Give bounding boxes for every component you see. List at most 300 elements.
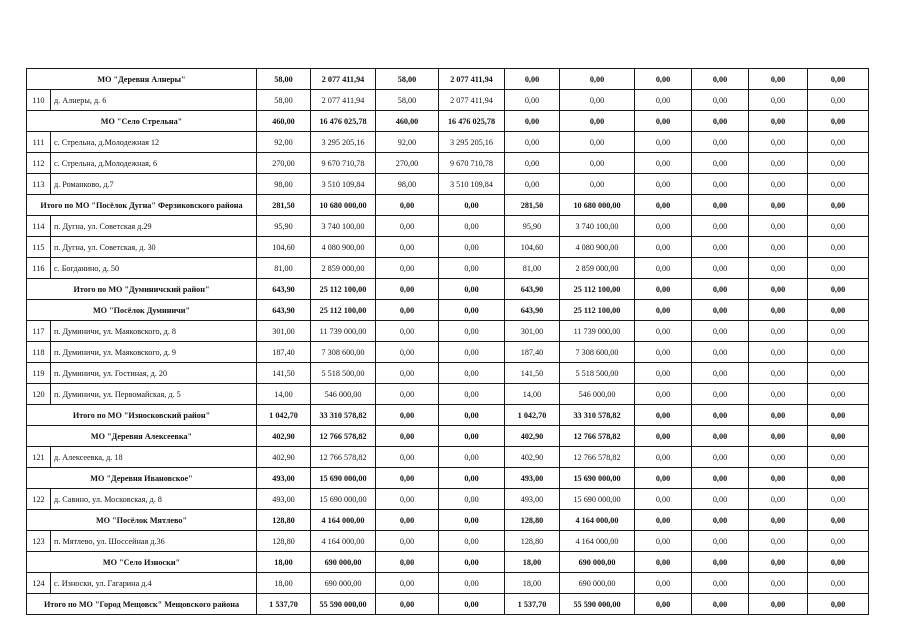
data-table	[26, 68, 869, 615]
value-cell: 0,00	[749, 447, 808, 468]
value-cell: 0,00	[692, 363, 749, 384]
address-cell: д. Савино, ул. Московская, д. 8	[51, 489, 257, 510]
group-row	[27, 111, 869, 132]
value-cell: 0,00	[692, 468, 749, 489]
table-row	[27, 132, 869, 153]
value-cell: 187,40	[505, 342, 560, 363]
address-cell: п. Думиничи, ул. Маяковского, д. 9	[51, 342, 257, 363]
table-row	[27, 447, 869, 468]
value-cell: 0,00	[749, 111, 808, 132]
value-cell: 3 510 109,84	[311, 174, 376, 195]
row-number: 117	[27, 321, 51, 342]
value-cell: 0,00	[749, 594, 808, 615]
value-cell: 0,00	[376, 573, 439, 594]
group-row	[27, 552, 869, 573]
value-cell: 0,00	[439, 447, 505, 468]
value-cell: 0,00	[635, 321, 692, 342]
value-cell: 0,00	[635, 111, 692, 132]
address-cell: д. Романково, д.7	[51, 174, 257, 195]
value-cell: 0,00	[439, 363, 505, 384]
group-label: МО "Деревня Алексеевка"	[27, 426, 257, 447]
value-cell: 0,00	[635, 552, 692, 573]
value-cell: 281,50	[505, 195, 560, 216]
row-number: 121	[27, 447, 51, 468]
table-row	[27, 573, 869, 594]
value-cell: 493,00	[505, 489, 560, 510]
value-cell: 0,00	[505, 132, 560, 153]
value-cell: 0,00	[635, 132, 692, 153]
value-cell: 0,00	[692, 342, 749, 363]
value-cell: 2 859 000,00	[560, 258, 635, 279]
value-cell: 0,00	[692, 300, 749, 321]
value-cell: 0,00	[749, 552, 808, 573]
value-cell: 55 590 000,00	[560, 594, 635, 615]
value-cell: 10 680 000,00	[311, 195, 376, 216]
value-cell: 4 080 900,00	[311, 237, 376, 258]
value-cell: 0,00	[560, 90, 635, 111]
value-cell: 0,00	[692, 384, 749, 405]
value-cell: 0,00	[749, 216, 808, 237]
value-cell: 2 077 411,94	[311, 69, 376, 90]
value-cell: 0,00	[560, 69, 635, 90]
value-cell: 270,00	[257, 153, 311, 174]
value-cell: 0,00	[692, 405, 749, 426]
address-cell: п. Думиничи, ул. Маяковского, д. 8	[51, 321, 257, 342]
value-cell: 3 740 100,00	[560, 216, 635, 237]
row-number: 110	[27, 90, 51, 111]
table-body	[27, 69, 869, 615]
value-cell: 0,00	[635, 384, 692, 405]
value-cell: 0,00	[376, 426, 439, 447]
value-cell: 0,00	[505, 90, 560, 111]
value-cell: 25 112 100,00	[311, 279, 376, 300]
value-cell: 546 000,00	[560, 384, 635, 405]
value-cell: 0,00	[692, 132, 749, 153]
address-cell: п. Дугна, ул. Советская д.29	[51, 216, 257, 237]
group-row	[27, 510, 869, 531]
value-cell: 0,00	[439, 321, 505, 342]
value-cell: 81,00	[257, 258, 311, 279]
value-cell: 0,00	[439, 195, 505, 216]
value-cell: 0,00	[692, 279, 749, 300]
value-cell: 0,00	[635, 90, 692, 111]
value-cell: 10 680 000,00	[560, 195, 635, 216]
value-cell: 0,00	[439, 552, 505, 573]
value-cell: 0,00	[808, 279, 869, 300]
value-cell: 0,00	[808, 594, 869, 615]
value-cell: 0,00	[635, 510, 692, 531]
value-cell: 690 000,00	[560, 573, 635, 594]
value-cell: 402,90	[505, 426, 560, 447]
value-cell: 3 295 205,16	[311, 132, 376, 153]
value-cell: 0,00	[439, 594, 505, 615]
address-cell: с. Стрельна, д.Молодежная, 6	[51, 153, 257, 174]
value-cell: 0,00	[376, 321, 439, 342]
value-cell: 58,00	[257, 90, 311, 111]
value-cell: 0,00	[808, 510, 869, 531]
value-cell: 0,00	[439, 216, 505, 237]
value-cell: 98,00	[376, 174, 439, 195]
value-cell: 4 164 000,00	[560, 531, 635, 552]
value-cell: 18,00	[505, 573, 560, 594]
value-cell: 0,00	[692, 573, 749, 594]
value-cell: 0,00	[376, 531, 439, 552]
value-cell: 0,00	[376, 489, 439, 510]
value-cell: 0,00	[439, 573, 505, 594]
value-cell: 1 537,70	[505, 594, 560, 615]
value-cell: 18,00	[257, 552, 311, 573]
value-cell: 0,00	[439, 279, 505, 300]
value-cell: 0,00	[749, 468, 808, 489]
value-cell: 0,00	[635, 489, 692, 510]
value-cell: 4 080 900,00	[560, 237, 635, 258]
value-cell: 0,00	[692, 111, 749, 132]
value-cell: 0,00	[749, 531, 808, 552]
group-row	[27, 405, 869, 426]
value-cell: 4 164 000,00	[560, 510, 635, 531]
value-cell: 0,00	[635, 447, 692, 468]
total-row	[27, 195, 869, 216]
group-row	[27, 69, 869, 90]
value-cell: 128,80	[505, 531, 560, 552]
value-cell: 301,00	[505, 321, 560, 342]
value-cell: 0,00	[808, 384, 869, 405]
document-page	[26, 68, 869, 615]
row-number: 116	[27, 258, 51, 279]
value-cell: 16 476 025,78	[439, 111, 505, 132]
value-cell: 0,00	[808, 405, 869, 426]
value-cell: 0,00	[749, 489, 808, 510]
value-cell: 0,00	[749, 321, 808, 342]
address-cell: п. Думиничи, ул. Гостиная, д. 20	[51, 363, 257, 384]
value-cell: 0,00	[808, 342, 869, 363]
row-number: 112	[27, 153, 51, 174]
table-row	[27, 90, 869, 111]
value-cell: 15 690 000,00	[560, 468, 635, 489]
group-label: Итого по МО "Износковский район"	[27, 405, 257, 426]
value-cell: 0,00	[749, 258, 808, 279]
group-label: МО "Деревня Ивановское"	[27, 468, 257, 489]
value-cell: 402,90	[257, 426, 311, 447]
value-cell: 0,00	[808, 426, 869, 447]
value-cell: 0,00	[808, 153, 869, 174]
value-cell: 98,00	[257, 174, 311, 195]
value-cell: 0,00	[635, 594, 692, 615]
value-cell: 2 077 411,94	[439, 90, 505, 111]
value-cell: 81,00	[505, 258, 560, 279]
table-row	[27, 174, 869, 195]
value-cell: 0,00	[439, 384, 505, 405]
value-cell: 14,00	[257, 384, 311, 405]
value-cell: 141,50	[257, 363, 311, 384]
value-cell: 0,00	[692, 153, 749, 174]
value-cell: 0,00	[376, 468, 439, 489]
value-cell: 33 310 578,82	[311, 405, 376, 426]
value-cell: 0,00	[635, 468, 692, 489]
value-cell: 0,00	[635, 342, 692, 363]
table-row	[27, 531, 869, 552]
value-cell: 7 308 600,00	[311, 342, 376, 363]
value-cell: 270,00	[376, 153, 439, 174]
value-cell: 690 000,00	[311, 552, 376, 573]
table-row	[27, 153, 869, 174]
value-cell: 301,00	[257, 321, 311, 342]
value-cell: 0,00	[376, 552, 439, 573]
value-cell: 1 042,70	[257, 405, 311, 426]
value-cell: 643,90	[505, 279, 560, 300]
value-cell: 0,00	[749, 426, 808, 447]
address-cell: п. Дугна, ул. Советская, д. 30	[51, 237, 257, 258]
value-cell: 0,00	[635, 216, 692, 237]
value-cell: 16 476 025,78	[311, 111, 376, 132]
row-number: 118	[27, 342, 51, 363]
value-cell: 0,00	[439, 489, 505, 510]
value-cell: 643,90	[257, 279, 311, 300]
value-cell: 0,00	[635, 69, 692, 90]
group-label: Итого по МО "Думиничский район"	[27, 279, 257, 300]
value-cell: 0,00	[808, 90, 869, 111]
value-cell: 15 690 000,00	[311, 468, 376, 489]
row-number: 111	[27, 132, 51, 153]
value-cell: 546 000,00	[311, 384, 376, 405]
value-cell: 0,00	[635, 279, 692, 300]
value-cell: 0,00	[635, 573, 692, 594]
value-cell: 0,00	[376, 510, 439, 531]
value-cell: 0,00	[692, 90, 749, 111]
value-cell: 690 000,00	[311, 573, 376, 594]
value-cell: 0,00	[560, 132, 635, 153]
table-row	[27, 258, 869, 279]
row-number: 124	[27, 573, 51, 594]
total-row	[27, 594, 869, 615]
value-cell: 0,00	[505, 69, 560, 90]
value-cell: 33 310 578,82	[560, 405, 635, 426]
value-cell: 0,00	[808, 174, 869, 195]
value-cell: 0,00	[376, 300, 439, 321]
row-number: 123	[27, 531, 51, 552]
value-cell: 0,00	[439, 405, 505, 426]
group-label: МО "Село Износки"	[27, 552, 257, 573]
value-cell: 0,00	[749, 405, 808, 426]
value-cell: 0,00	[808, 111, 869, 132]
address-cell: п. Мятлево, ул. Шоссейная д.36	[51, 531, 257, 552]
value-cell: 0,00	[505, 111, 560, 132]
value-cell: 0,00	[692, 552, 749, 573]
value-cell: 0,00	[749, 153, 808, 174]
value-cell: 95,90	[257, 216, 311, 237]
row-number: 114	[27, 216, 51, 237]
value-cell: 0,00	[749, 279, 808, 300]
value-cell: 55 590 000,00	[311, 594, 376, 615]
group-label: МО "Посёлок Мятлево"	[27, 510, 257, 531]
address-cell: с. Износки, ул. Гагарина д.4	[51, 573, 257, 594]
value-cell: 0,00	[376, 405, 439, 426]
value-cell: 0,00	[439, 426, 505, 447]
value-cell: 0,00	[692, 510, 749, 531]
value-cell: 18,00	[257, 573, 311, 594]
row-number: 119	[27, 363, 51, 384]
group-label: МО "Деревня Алнеры"	[27, 69, 257, 90]
value-cell: 7 308 600,00	[560, 342, 635, 363]
value-cell: 25 112 100,00	[560, 300, 635, 321]
value-cell: 0,00	[635, 405, 692, 426]
value-cell: 0,00	[808, 321, 869, 342]
value-cell: 128,80	[257, 531, 311, 552]
table-row	[27, 384, 869, 405]
value-cell: 0,00	[749, 363, 808, 384]
address-cell: д. Алексеевка, д. 18	[51, 447, 257, 468]
value-cell: 0,00	[749, 510, 808, 531]
value-cell: 0,00	[376, 195, 439, 216]
value-cell: 0,00	[635, 174, 692, 195]
value-cell: 2 077 411,94	[311, 90, 376, 111]
row-number: 122	[27, 489, 51, 510]
total-label: Итого по МО "Посёлок Дугна" Ферзиковского района	[27, 195, 257, 216]
value-cell: 58,00	[376, 90, 439, 111]
group-row	[27, 279, 869, 300]
value-cell: 0,00	[635, 426, 692, 447]
value-cell: 643,90	[505, 300, 560, 321]
value-cell: 0,00	[376, 237, 439, 258]
value-cell: 0,00	[635, 237, 692, 258]
table-row	[27, 237, 869, 258]
value-cell: 690 000,00	[560, 552, 635, 573]
value-cell: 15 690 000,00	[311, 489, 376, 510]
value-cell: 104,60	[257, 237, 311, 258]
value-cell: 12 766 578,82	[311, 426, 376, 447]
value-cell: 187,40	[257, 342, 311, 363]
value-cell: 460,00	[257, 111, 311, 132]
value-cell: 0,00	[749, 573, 808, 594]
value-cell: 0,00	[808, 195, 869, 216]
value-cell: 0,00	[692, 531, 749, 552]
value-cell: 0,00	[376, 594, 439, 615]
value-cell: 3 295 205,16	[439, 132, 505, 153]
value-cell: 0,00	[635, 258, 692, 279]
value-cell: 0,00	[808, 573, 869, 594]
value-cell: 5 518 500,00	[560, 363, 635, 384]
value-cell: 0,00	[808, 69, 869, 90]
value-cell: 493,00	[257, 468, 311, 489]
address-cell: с. Богданино, д. 50	[51, 258, 257, 279]
value-cell: 9 670 710,78	[311, 153, 376, 174]
value-cell: 0,00	[692, 447, 749, 468]
value-cell: 5 518 500,00	[311, 363, 376, 384]
value-cell: 58,00	[376, 69, 439, 90]
value-cell: 0,00	[749, 237, 808, 258]
value-cell: 141,50	[505, 363, 560, 384]
value-cell: 0,00	[635, 531, 692, 552]
value-cell: 0,00	[692, 174, 749, 195]
value-cell: 0,00	[635, 300, 692, 321]
value-cell: 0,00	[376, 447, 439, 468]
address-cell: п. Думиничи, ул. Первомайская, д. 5	[51, 384, 257, 405]
value-cell: 92,00	[376, 132, 439, 153]
value-cell: 281,50	[257, 195, 311, 216]
value-cell: 0,00	[635, 153, 692, 174]
value-cell: 0,00	[692, 237, 749, 258]
total-label: Итого по МО "Город Мещовск" Мещовского района	[27, 594, 257, 615]
value-cell: 0,00	[808, 132, 869, 153]
value-cell: 0,00	[439, 510, 505, 531]
value-cell: 0,00	[439, 468, 505, 489]
value-cell: 25 112 100,00	[311, 300, 376, 321]
value-cell: 0,00	[692, 195, 749, 216]
value-cell: 0,00	[439, 342, 505, 363]
value-cell: 0,00	[749, 90, 808, 111]
value-cell: 1 537,70	[257, 594, 311, 615]
value-cell: 0,00	[692, 69, 749, 90]
group-row	[27, 300, 869, 321]
value-cell: 402,90	[257, 447, 311, 468]
row-number: 120	[27, 384, 51, 405]
value-cell: 493,00	[257, 489, 311, 510]
value-cell: 12 766 578,82	[560, 426, 635, 447]
value-cell: 0,00	[376, 384, 439, 405]
value-cell: 128,80	[257, 510, 311, 531]
value-cell: 18,00	[505, 552, 560, 573]
value-cell: 3 740 100,00	[311, 216, 376, 237]
value-cell: 0,00	[376, 279, 439, 300]
row-number: 115	[27, 237, 51, 258]
value-cell: 0,00	[376, 363, 439, 384]
row-number: 113	[27, 174, 51, 195]
value-cell: 25 112 100,00	[560, 279, 635, 300]
value-cell: 12 766 578,82	[560, 447, 635, 468]
value-cell: 58,00	[257, 69, 311, 90]
value-cell: 460,00	[376, 111, 439, 132]
table-row	[27, 321, 869, 342]
value-cell: 1 042,70	[505, 405, 560, 426]
value-cell: 0,00	[560, 153, 635, 174]
value-cell: 0,00	[749, 384, 808, 405]
value-cell: 0,00	[505, 153, 560, 174]
value-cell: 493,00	[505, 468, 560, 489]
value-cell: 0,00	[376, 258, 439, 279]
group-row	[27, 468, 869, 489]
value-cell: 0,00	[376, 216, 439, 237]
value-cell: 0,00	[749, 132, 808, 153]
value-cell: 0,00	[808, 531, 869, 552]
value-cell: 0,00	[808, 300, 869, 321]
value-cell: 0,00	[749, 174, 808, 195]
group-label: МО "Село Стрельна"	[27, 111, 257, 132]
table-row	[27, 363, 869, 384]
value-cell: 0,00	[808, 552, 869, 573]
value-cell: 128,80	[505, 510, 560, 531]
value-cell: 104,60	[505, 237, 560, 258]
value-cell: 0,00	[692, 426, 749, 447]
value-cell: 0,00	[439, 300, 505, 321]
value-cell: 9 670 710,78	[439, 153, 505, 174]
value-cell: 0,00	[376, 342, 439, 363]
address-cell: с. Стрельна, д.Молодежная 12	[51, 132, 257, 153]
value-cell: 0,00	[560, 174, 635, 195]
value-cell: 2 077 411,94	[439, 69, 505, 90]
value-cell: 11 739 000,00	[560, 321, 635, 342]
value-cell: 402,90	[505, 447, 560, 468]
value-cell: 0,00	[692, 216, 749, 237]
value-cell: 95,90	[505, 216, 560, 237]
value-cell: 14,00	[505, 384, 560, 405]
value-cell: 0,00	[505, 174, 560, 195]
value-cell: 4 164 000,00	[311, 510, 376, 531]
value-cell: 0,00	[808, 363, 869, 384]
value-cell: 643,90	[257, 300, 311, 321]
value-cell: 0,00	[692, 594, 749, 615]
table-row	[27, 342, 869, 363]
value-cell: 92,00	[257, 132, 311, 153]
